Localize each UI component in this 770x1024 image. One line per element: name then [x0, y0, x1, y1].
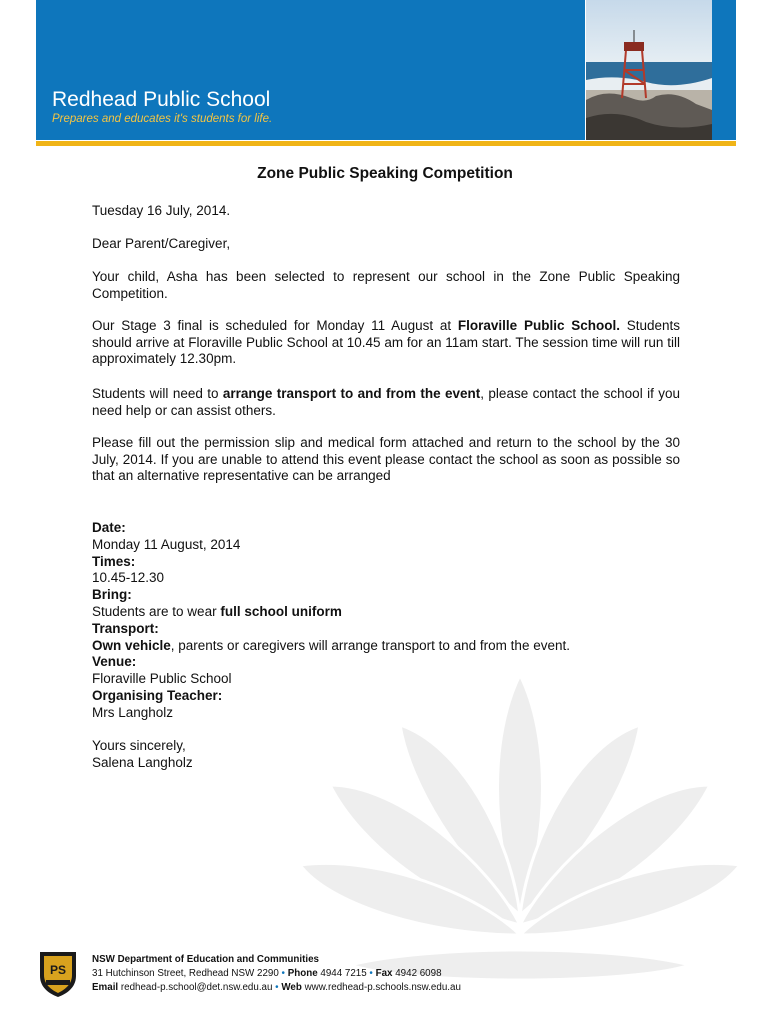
venue-value: Floraville Public School [92, 671, 232, 687]
letter-title: Zone Public Speaking Competition [257, 165, 513, 182]
salutation: Dear Parent/Caregiver, [92, 236, 231, 251]
paragraph-permission: Please fill out the permission slip and medical form attached and return to the school by the 30 July, 2014. If you are unable to attend this event please contact the school as soon as possible so that an alternative representative can be arranged [92, 435, 680, 483]
school-name: Redhead Public School [52, 88, 271, 111]
web-link[interactable]: www.redhead-p.schools.nsw.edu.au [304, 982, 461, 993]
gold-divider [36, 141, 736, 146]
beach-lifeguard-tower-photo [585, 0, 712, 140]
venue-label: Venue: [92, 654, 137, 670]
paragraph-transport: Students will need to arrange transport to and from the event, please contact the school if you need help or can assist others. [92, 386, 680, 418]
school-motto: Prepares and educates it's students for life. [52, 113, 273, 125]
school-crest-icon [36, 948, 80, 998]
paragraph-selection: Your child, Asha has been selected to represent our school in the Zone Public Speaking Competition. [92, 269, 680, 301]
event-details [92, 520, 680, 722]
email-link[interactable]: redhead-p.school@det.nsw.edu.au [120, 982, 273, 993]
bring-value: Students are to wear full school uniform [92, 603, 342, 619]
closing [92, 738, 680, 772]
crest-letters: PS [49, 963, 67, 977]
teacher-label: Organising Teacher: [92, 687, 223, 703]
date-label: Date: [92, 520, 126, 535]
contact-footer [92, 953, 461, 995]
date-value: Monday 11 August, 2014 [92, 536, 241, 552]
department-name: NSW Department of Education and Communities [92, 954, 319, 965]
bring-label: Bring: [92, 587, 132, 603]
email-web-line: Email redhead-p.school@det.nsw.edu.au • Web www.redhead-p.schools.nsw.edu.au [92, 982, 461, 993]
times-value: 10.45-12.30 [92, 570, 165, 586]
paragraph-schedule: Our Stage 3 final is scheduled for Monday 11 August at Floraville Public School. Students should arrive at Floraville Public School at 10.45 am for an 11am start. The session time will run till approximately 12.30pm. [92, 318, 680, 366]
times-label: Times: [92, 553, 136, 569]
letter-date: Tuesday 16 July, 2014. [92, 203, 231, 218]
transport-label: Transport: [92, 620, 159, 636]
transport-value: Own vehicle, parents or caregivers will arrange transport to and from the event. [92, 637, 570, 653]
signature-name: Salena Langholz [92, 754, 193, 770]
valediction: Yours sincerely, [92, 738, 186, 753]
teacher-value: Mrs Langholz [92, 704, 174, 720]
address-line: 31 Hutchinson Street, Redhead NSW 2290 • Phone 4944 7215 • Fax 4942 6098 [92, 968, 442, 979]
